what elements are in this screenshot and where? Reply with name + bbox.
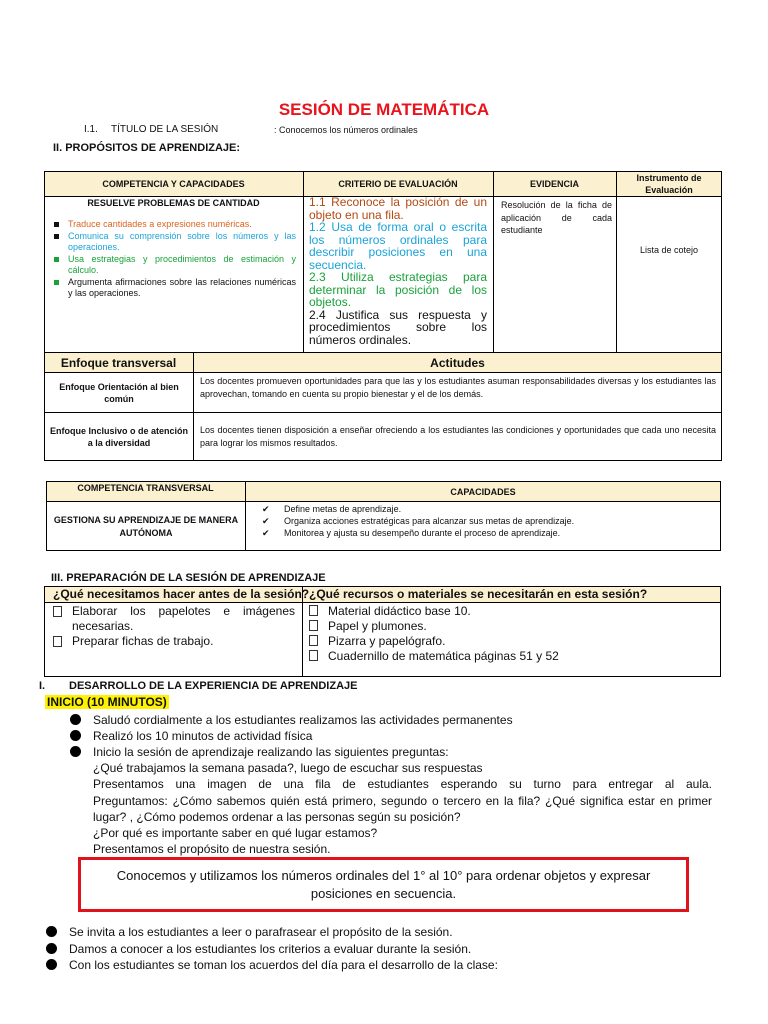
list-item: Comunica su comprensión sobre los números y las operaciones.	[52, 231, 296, 253]
detail-line: Presentamos el propósito de nuestra sesión.	[93, 842, 331, 857]
bullet-icon	[70, 746, 81, 757]
list-item: Pizarra y papelógrafo.	[309, 634, 717, 649]
header-evidence: EVIDENCIA	[529, 179, 579, 189]
bullet-icon	[46, 943, 57, 954]
checkbox-icon	[53, 606, 62, 617]
detail-line: ¿Qué trabajamos la semana pasada?, luego de escuchar sus respuestas	[93, 761, 483, 775]
list-item: Inicio la sesión de aprendizaje realizando las siguientes preguntas:	[70, 744, 712, 760]
list-item: Papel y plumones.	[309, 619, 717, 634]
detail-line: ¿Por qué es importante saber en qué lugar estamos?	[93, 826, 378, 841]
checkbox-icon	[309, 635, 318, 646]
bullet-square-icon	[54, 280, 59, 285]
instrument-text: Lista de cotejo	[639, 245, 699, 255]
criterion-item: 2.3 Utiliza estrategias para determinar la posición de los objetos.	[309, 270, 487, 309]
bullet-icon	[70, 730, 81, 741]
detail-line: Presentamos una imagen de una fila de estudiantes esperando su turno para entregar al aula.	[93, 777, 712, 792]
bullet-square-icon	[54, 257, 59, 262]
list-item: Cuadernillo de matemática páginas 51 y 52	[309, 649, 717, 664]
list-item: ✔ Define metas de aprendizaje.	[262, 504, 402, 514]
section-iv-number: I.	[39, 680, 46, 692]
list-item: ✔ Organiza acciones estratégicas para alcanzar sus metas de aprendizaje.	[262, 516, 575, 526]
session-purpose-box	[78, 857, 689, 912]
resources-list	[309, 604, 717, 664]
section-iv-heading: DESARROLLO DE LA EXPERIENCIA DE APRENDIZAJE	[69, 680, 358, 692]
capacities-list	[52, 219, 296, 300]
transversal-competence-name: GESTIONA SU APRENDIZAJE DE MANERA AUTÓNOMA	[53, 514, 239, 538]
attitudes-header: Actitudes	[430, 355, 485, 370]
checkbox-icon	[53, 636, 62, 647]
header-before-session: ¿Qué necesitamos hacer antes de la sesión?	[53, 587, 310, 601]
session-purpose-text: Conocemos y utilizamos los números ordinales del 1° al 10° para ordenar objetos y expresar posiciones en secuencia.	[116, 867, 651, 901]
page-title: SESIÓN DE MATEMÁTICA	[278, 100, 490, 119]
before-list	[53, 604, 295, 649]
checkbox-icon	[309, 650, 318, 661]
section-ii-heading: II. PROPÓSITOS DE APRENDIZAJE:	[53, 142, 241, 154]
bullet-square-icon	[54, 234, 59, 239]
list-item: Damos a conocer a los estudiantes los criterios a evaluar durante la sesión.	[46, 941, 726, 958]
bullet-icon	[46, 926, 57, 937]
bullet-icon	[70, 714, 81, 725]
inicio-detail	[93, 760, 712, 858]
list-item: Traduce cantidades a expresiones numéricas.	[52, 219, 296, 230]
competence-name: RESUELVE PROBLEMAS DE CANTIDAD	[87, 198, 260, 208]
transversal-capacities-list	[262, 503, 712, 539]
header-competence: COMPETENCIA Y CAPACIDADES	[102, 179, 245, 189]
list-item: Material didáctico base 10.	[309, 604, 717, 619]
session-title-value: : Conocemos los números ordinales	[274, 125, 418, 135]
inicio-heading: INICIO (10 MINUTOS)	[47, 695, 167, 709]
closing-list	[46, 924, 726, 974]
section-iii-heading: III. PREPARACIÓN DE LA SESIÓN DE APRENDIZAJE	[51, 572, 326, 584]
list-item: Preparar fichas de trabajo.	[53, 634, 295, 649]
list-item: Elaborar los papelotes e imágenes necesarias.	[53, 604, 295, 634]
header-criteria: CRITERIO DE EVALUACIÓN	[338, 179, 458, 189]
list-item: ✔ Monitorea y ajusta su desempeño durante el proceso de aprendizaje.	[262, 528, 561, 538]
header-resources: ¿Qué recursos o materiales se necesitarán en esta sesión?	[309, 587, 648, 601]
session-title-label: TÍTULO DE LA SESIÓN	[111, 124, 219, 135]
section-number: I.1.	[84, 124, 98, 135]
list-item: Argumenta afirmaciones sobre las relaciones numéricas y las operaciones.	[52, 277, 296, 299]
check-icon: ✔	[262, 528, 270, 538]
list-item: Se invita a los estudiantes a leer o parafrasear el propósito de la sesión.	[46, 924, 726, 941]
checkbox-icon	[309, 620, 318, 631]
list-item: Usa estrategias y procedimientos de estimación y cálculo.	[52, 254, 296, 276]
inicio-list	[70, 712, 712, 760]
evidence-text: Resolución de la ficha de aplicación de cada estudiante	[501, 200, 612, 235]
criterion-item: 1.2 Usa de forma oral o escrita los números ordinales para describir posiciones en una secuencia.	[309, 220, 487, 272]
list-item: Con los estudiantes se toman los acuerdos del día para el desarrollo de la clase:	[46, 957, 726, 974]
approach-attitude: Los docentes promueven oportunidades para que las y los estudiantes asuman responsabilidades diversas y los estudiantes las aprovechan, tomando en cuenta su propio bienestar y el de los demás.	[200, 376, 716, 399]
criterion-item: 1.1 Reconoce la posición de un objeto en una fila.	[309, 195, 487, 222]
bullet-icon	[46, 959, 57, 970]
approach-name: Enfoque Inclusivo o de atención a la diversidad	[50, 426, 189, 448]
check-icon: ✔	[262, 516, 270, 526]
bullet-square-icon	[54, 222, 59, 227]
header-instrument: Instrumento de Evaluación	[636, 173, 702, 195]
checkbox-icon	[309, 605, 318, 616]
approach-name: Enfoque Orientación al bien común	[59, 381, 179, 404]
transversal-approach-header: Enfoque transversal	[60, 355, 177, 370]
detail-line: Preguntamos: ¿Cómo sabemos quién está primero, segundo o tercero en la fila? ¿Qué significa estar en primer lugar? , ¿Cómo podemos ordenar a las personas según su posición?	[93, 793, 712, 824]
list-item: Realizó los 10 minutos de actividad física	[70, 728, 712, 744]
list-item: Saludó cordialmente a los estudiantes realizamos las actividades permanentes	[70, 712, 712, 728]
criteria-list	[309, 196, 487, 346]
criterion-item: 2.4 Justifica sus respuesta y procedimientos sobre los números ordinales.	[309, 307, 487, 347]
header-capacities: CAPACIDADES	[450, 486, 516, 497]
header-transversal-competence: COMPETENCIA TRANSVERSAL	[77, 483, 214, 493]
check-icon: ✔	[262, 504, 270, 514]
approach-attitude: Los docentes tienen disposición a enseñar ofreciendo a los estudiantes las condiciones y oportunidades que cada uno necesita para lograr los mismos resultados.	[200, 425, 716, 448]
